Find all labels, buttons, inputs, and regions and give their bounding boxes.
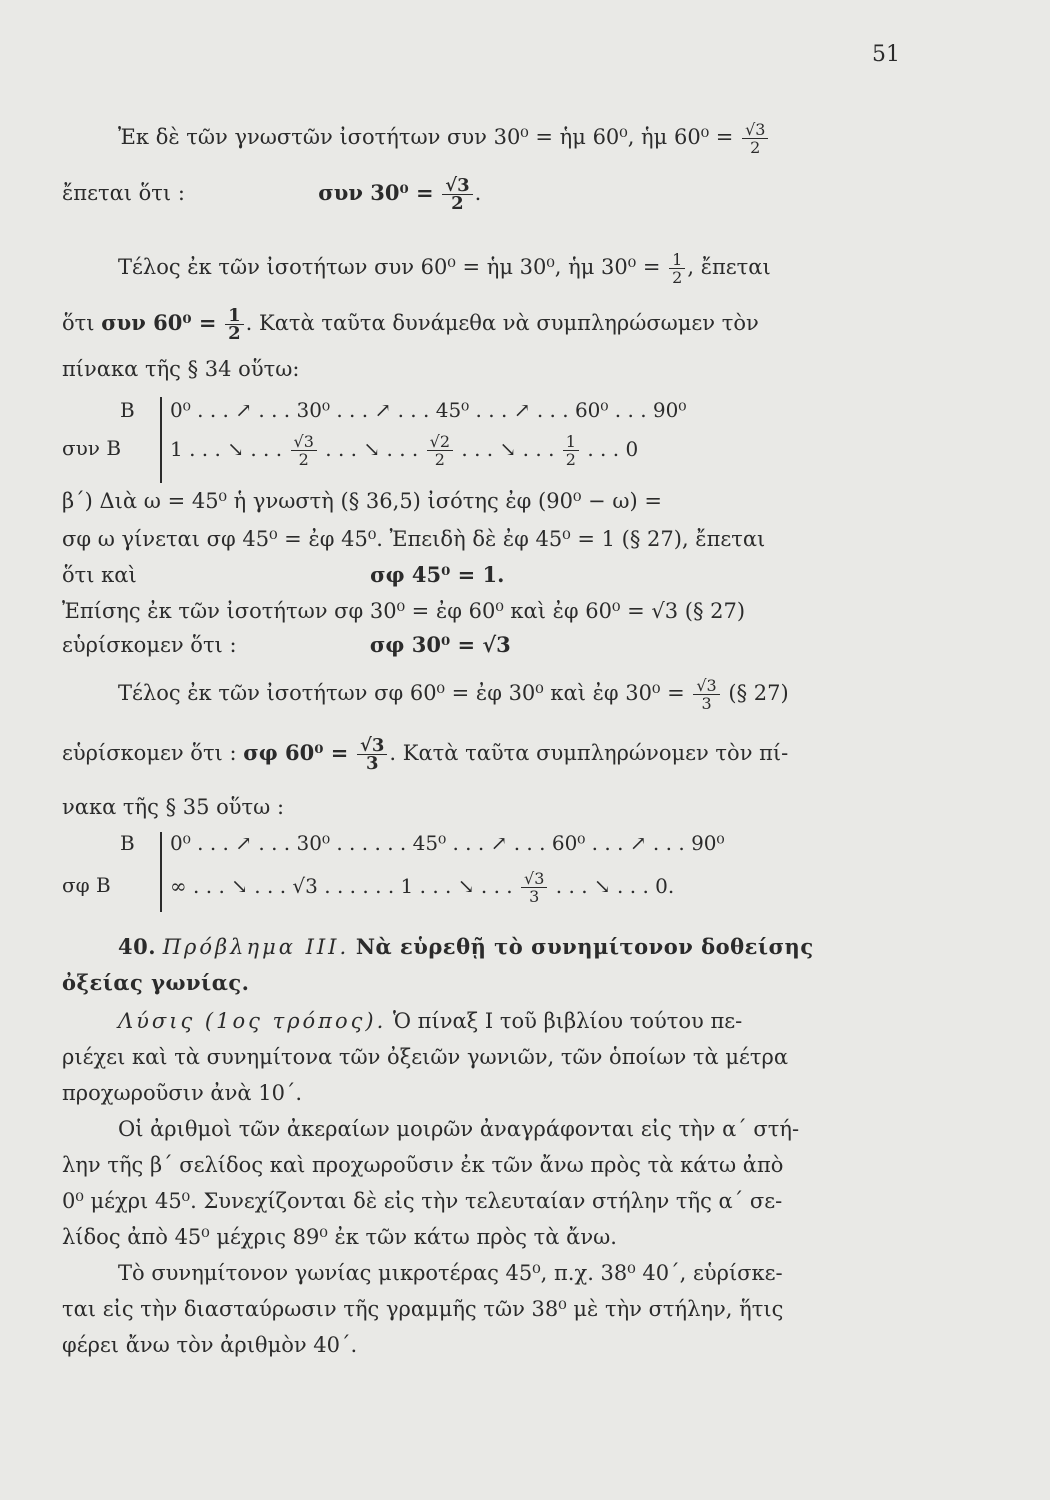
row-values: 0⁰ . . . ↗ . . . 30⁰ . . . . . . 45⁰ . . . ↗ . . . 60⁰ . . . ↗ . . . 90⁰ [170, 831, 725, 855]
fraction [669, 251, 685, 286]
bold-formula: σφ 60⁰ = [243, 740, 349, 765]
line-end: . Κατὰ ταῦτα συμπληρώνομεν τὸν πί- [389, 741, 789, 765]
text-line-1 [118, 120, 904, 156]
paragraph-line [118, 1004, 904, 1038]
fraction-numerator: 1 [669, 251, 685, 269]
line-end: . [474, 181, 482, 205]
text-line-11 [118, 676, 904, 712]
row-label: Β [120, 398, 135, 422]
fraction [225, 307, 244, 342]
cell-text: ∞ . . . ↘ . . . √3 . . . . . . 1 . . . ↘ . . . [170, 874, 513, 898]
fraction-denominator: 2 [565, 450, 576, 469]
paragraph-line: λίδος ἀπὸ 45⁰ μέχρις 89⁰ ἐκ τῶν κάτω πρὸς τὰ ἄνω. [62, 1225, 617, 1249]
paragraph-line: Τὸ συνημίτονον γωνίας μικροτέρας 45⁰, π.χ. 38⁰ 40΄, εὑρίσκε- [118, 1261, 783, 1285]
line-text: Ἐκ δὲ τῶν γνωστῶν ἰσοτήτων συν 30⁰ = ἡμ 60⁰, ἡμ 60⁰ = [118, 125, 734, 149]
line-text: Τέλος ἐκ τῶν ἰσοτήτων συν 60⁰ = ἡμ 30⁰, ἡμ 30⁰ = [118, 255, 661, 279]
cosine-table [62, 395, 912, 485]
fraction-numerator: √3 [693, 677, 719, 695]
fraction-denominator: 3 [529, 887, 540, 906]
table-row [62, 869, 912, 906]
text-line-6: β΄) Διὰ ω = 45⁰ ἡ γνωστὴ (§ 36,5) ἰσότης ἐφ (90⁰ − ω) = [62, 489, 662, 513]
paragraph-line: Οἱ ἀριθμοὶ τῶν ἀκεραίων μοιρῶν ἀναγράφονται εἰς τὴν α΄ στή- [118, 1117, 800, 1141]
fraction-numerator: √3 [357, 737, 387, 755]
text-line-13: νακα τῆς § 35 οὕτω : [62, 795, 285, 819]
paragraph-line: 0⁰ μέχρι 45⁰. Συνεχίζονται δὲ εἰς τὴν τελευταίαν στήλην τῆς α΄ σε- [62, 1189, 783, 1213]
problem-label: Πρόβλημα III. [162, 935, 350, 959]
row-label: συν Β [62, 436, 122, 460]
fraction [357, 737, 387, 772]
fraction-numerator: 1 [563, 433, 579, 451]
text-line-2 [62, 176, 904, 212]
fraction-denominator: 2 [228, 323, 241, 344]
fraction [442, 177, 472, 212]
text-line-9: Ἐπίσης ἐκ τῶν ἰσοτήτων σφ 30⁰ = ἐφ 60⁰ καὶ ἐφ 60⁰ = √3 (§ 27) [62, 599, 746, 623]
text-line-12 [62, 736, 904, 772]
page-number: 51 [872, 42, 900, 67]
solution-label: Λύσις (1ος τρόπος). [118, 1009, 387, 1033]
row-values: 0⁰ . . . ↗ . . . 30⁰ . . . ↗ . . . 45⁰ . . . ↗ . . . 60⁰ . . . 90⁰ [170, 398, 687, 422]
line-end: , ἔπεται [687, 255, 771, 279]
table-row [62, 828, 912, 858]
section-title: Νὰ εὑρεθῇ τὸ συνημίτονον δοθείσης [355, 934, 814, 959]
fraction [563, 433, 579, 468]
paragraph-line: προχωροῦσιν ἀνὰ 10΄. [62, 1081, 303, 1105]
section-heading [118, 930, 904, 964]
text-line-4 [62, 306, 904, 342]
line-text: ἔπεται ὅτι : [62, 181, 185, 205]
fraction-numerator: √3 [742, 121, 768, 139]
line-text: εὑρίσκομεν ὅτι : [62, 633, 237, 657]
line-text: Ὁ πίναξ I τοῦ βιβλίου τούτου πε- [392, 1009, 743, 1033]
text-line-3 [118, 250, 904, 286]
cell-text: . . . 0 [587, 437, 639, 461]
row-label: Β [120, 831, 135, 855]
text-line-7: σφ ω γίνεται σφ 45⁰ = ἐφ 45⁰. Ἐπειδὴ δὲ ἐφ 45⁰ = 1 (§ 27), ἔπεται [62, 527, 766, 551]
line-text: εὑρίσκομεν ὅτι : [62, 741, 237, 765]
bold-formula: σφ 30⁰ = √3 [369, 632, 511, 657]
section-title-cont: ὀξείας γωνίας. [62, 970, 250, 995]
bold-formula: συν 30⁰ = [318, 180, 434, 205]
fraction [521, 870, 547, 905]
line-text: . Κατὰ ταῦτα δυνάμεθα νὰ συμπληρώσωμεν τὸν [245, 311, 759, 335]
fraction-numerator: 1 [225, 307, 244, 325]
text-line-8 [62, 558, 904, 592]
fraction-numerator: √3 [521, 870, 547, 888]
fraction-denominator: 3 [701, 694, 712, 713]
line-text: ὅτι καὶ [62, 563, 137, 587]
cell-text: . . . ↘ . . . 0. [555, 874, 675, 898]
cell-text: . . . ↘ . . . [325, 437, 419, 461]
text-line-5: πίνακα τῆς § 34 οὕτω: [62, 357, 300, 381]
line-end: (§ 27) [728, 681, 789, 705]
table-row [62, 395, 912, 425]
paragraph-line: φέρει ἄνω τὸν ἀριθμὸν 40΄. [62, 1333, 358, 1357]
paragraph-line: λην τῆς β΄ σελίδος καὶ προχωροῦσιν ἐκ τῶν ἄνω πρὸς τὰ κάτω ἀπὸ [62, 1153, 784, 1177]
section-number: 40. [118, 934, 157, 959]
fraction-numerator: √3 [442, 177, 472, 195]
row-values [170, 870, 674, 905]
fraction-denominator: 2 [298, 450, 309, 469]
cotangent-table [62, 828, 912, 918]
paragraph-line: ται εἰς τὴν διασταύρωσιν τῆς γραμμῆς τῶν 38⁰ μὲ τὴν στήλην, ἥτις [62, 1297, 784, 1321]
cell-text: 1 . . . ↘ . . . [170, 437, 283, 461]
fraction-denominator: 2 [451, 193, 464, 214]
bold-formula: συν 60⁰ = [101, 310, 217, 335]
line-text: Τέλος ἐκ τῶν ἰσοτήτων σφ 60⁰ = ἐφ 30⁰ καὶ ἐφ 30⁰ = [118, 681, 685, 705]
fraction-denominator: 2 [672, 268, 683, 287]
fraction [291, 433, 317, 468]
line-pre: ὅτι [62, 311, 95, 335]
row-values [170, 433, 638, 468]
fraction [742, 121, 768, 156]
cell-text: . . . ↘ . . . [461, 437, 555, 461]
fraction-numerator: √3 [291, 433, 317, 451]
fraction-denominator: 2 [750, 138, 761, 157]
fraction [427, 433, 453, 468]
fraction-denominator: 3 [365, 753, 379, 774]
row-label: σφ Β [62, 873, 111, 897]
text-line-10 [62, 628, 904, 662]
table-row [62, 432, 912, 469]
fraction [693, 677, 719, 712]
bold-formula: σφ 45⁰ = 1. [370, 562, 505, 587]
fraction-denominator: 2 [434, 450, 445, 469]
fraction-numerator: √2 [427, 433, 453, 451]
paragraph-line: ριέχει καὶ τὰ συνημίτονα τῶν ὀξειῶν γωνιῶν, τῶν ὁποίων τὰ μέτρα [62, 1045, 789, 1069]
